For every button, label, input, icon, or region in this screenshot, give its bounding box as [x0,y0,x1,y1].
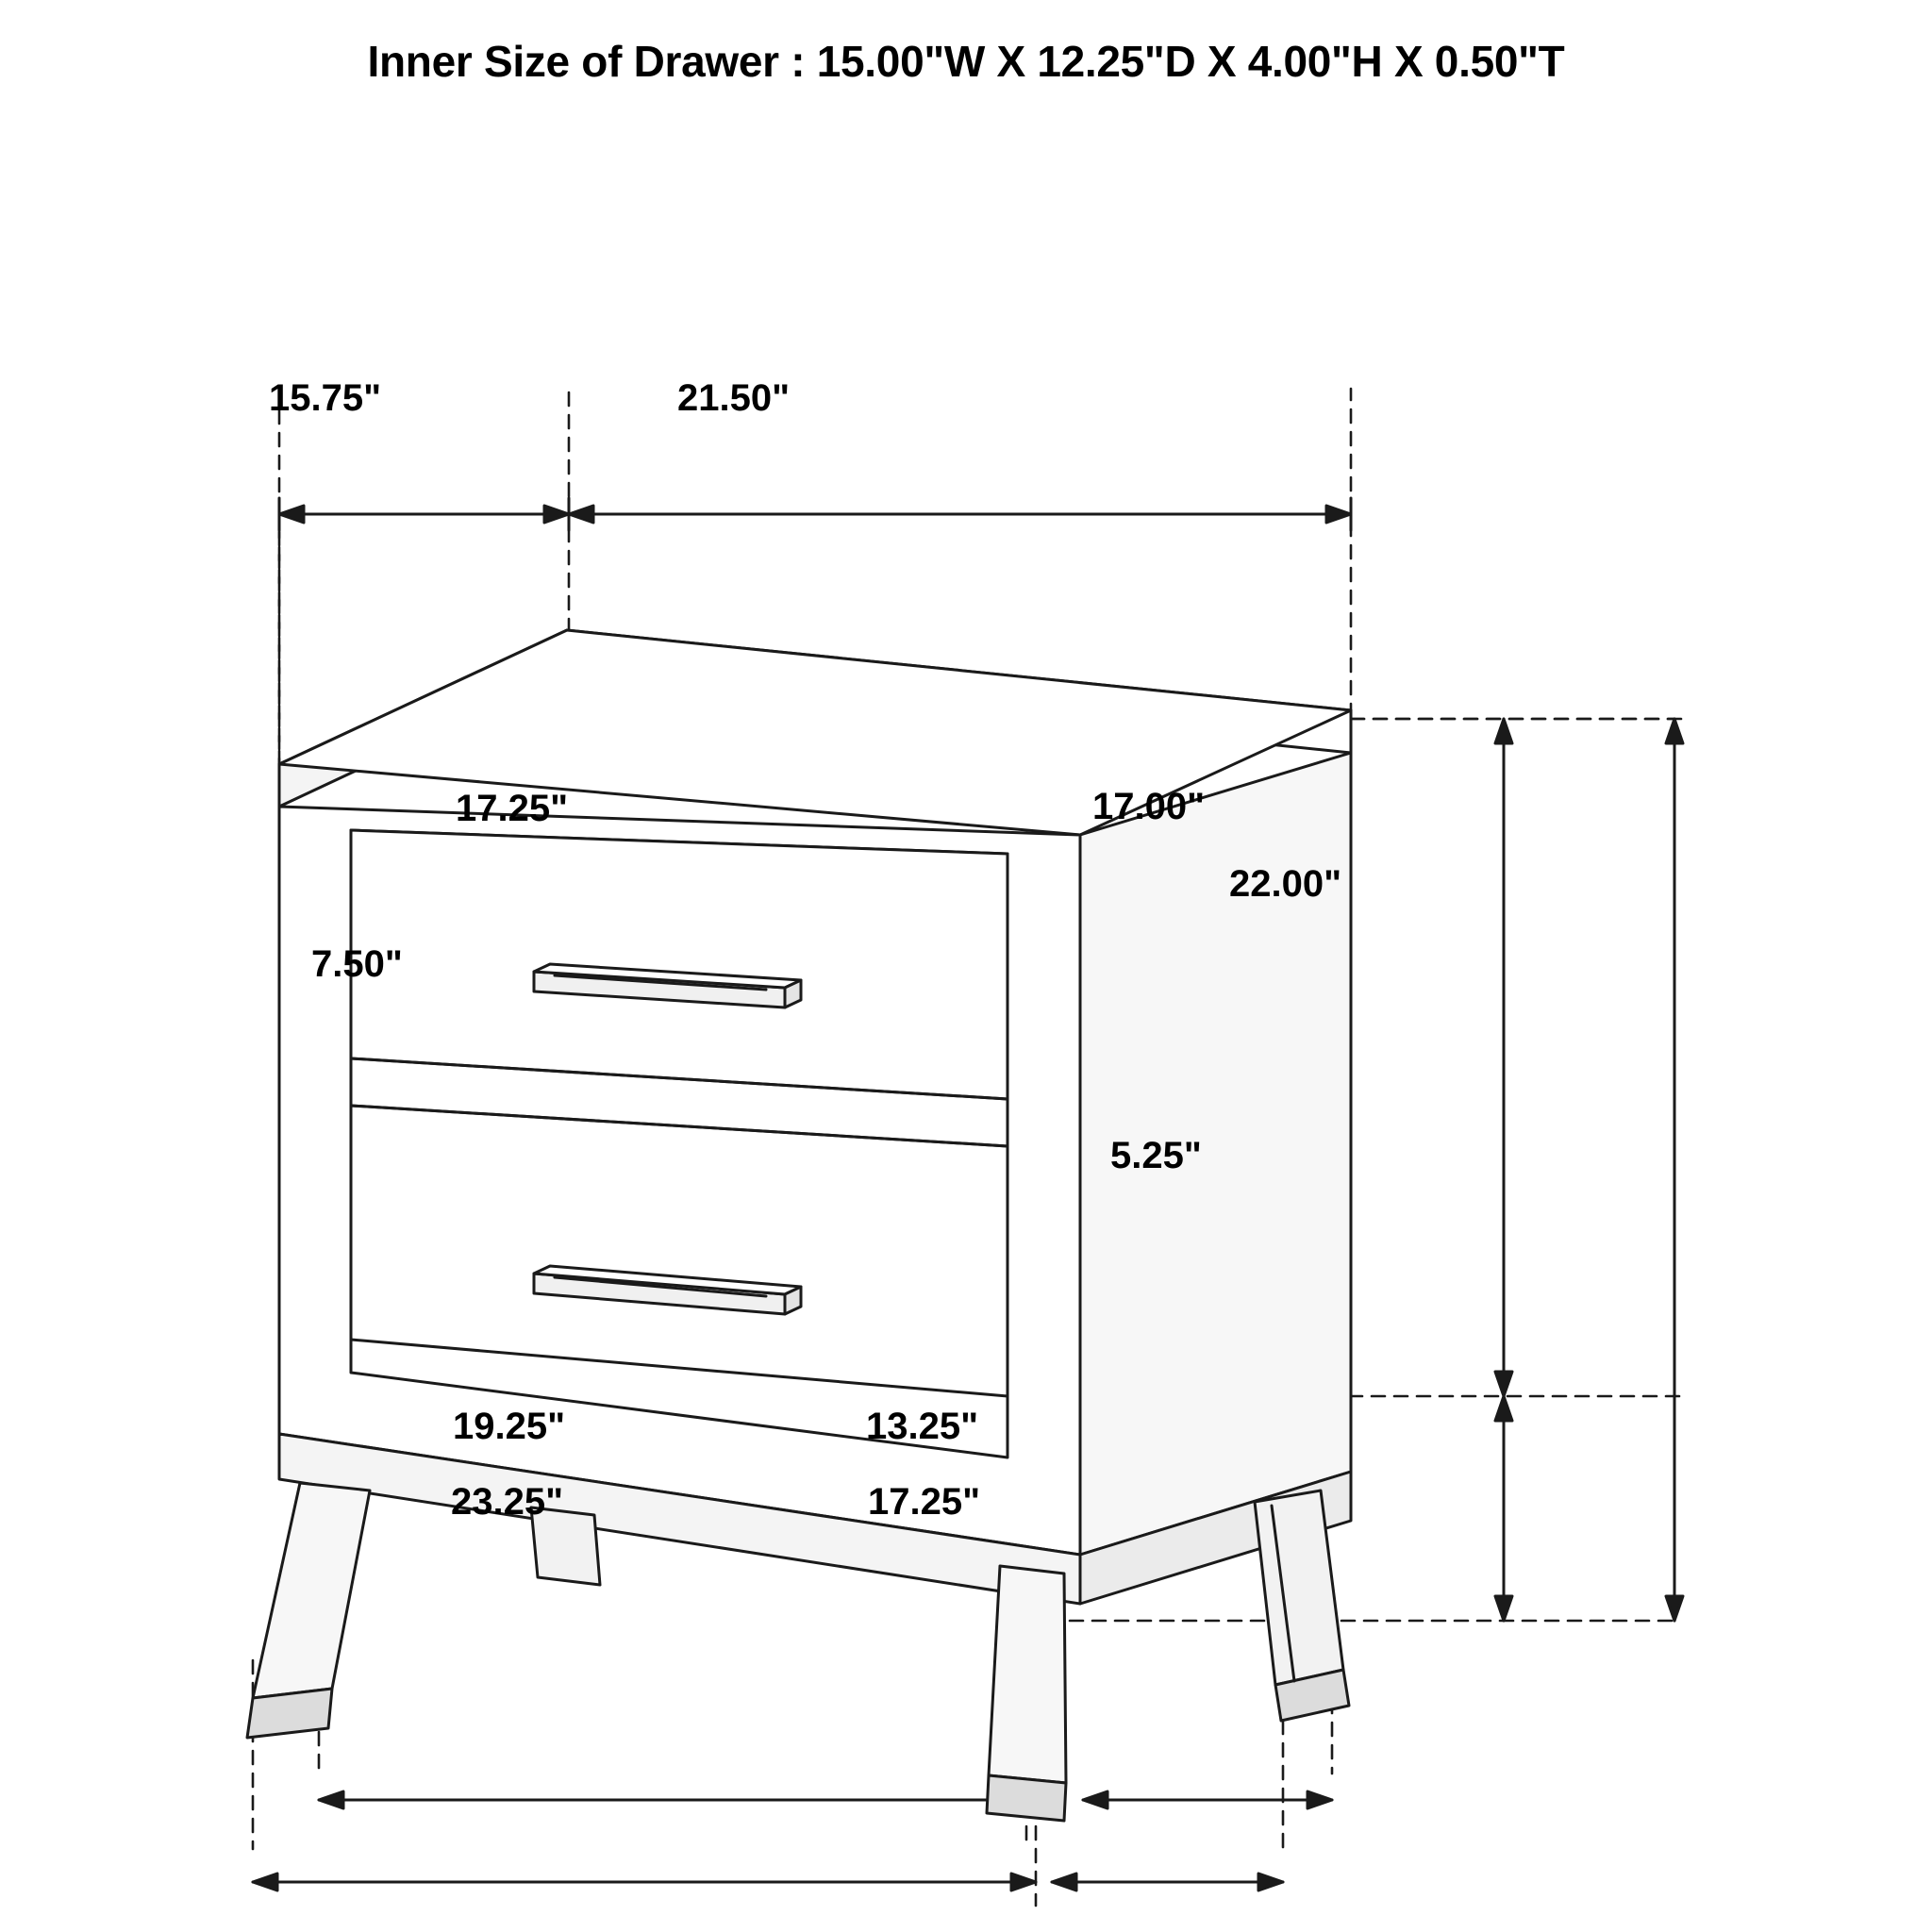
dim-label-overall-height: 22.00" [1229,863,1342,905]
leg-height-dimension [1495,1396,1512,1621]
dim-label-leg-height: 5.25" [1110,1135,1202,1176]
dim-label-overall-depth: 17.25" [868,1481,981,1523]
dim-label-overall-width: 23.25" [451,1481,564,1523]
overall-height-dimension [1666,719,1683,1621]
dim-label-drawer-width: 17.25" [456,788,569,829]
case-height-dimension [1495,719,1512,1396]
dim-label-top-width: 21.50" [677,377,791,419]
dim-label-case-height: 17.00" [1092,786,1206,827]
leg-front-right [987,1566,1066,1821]
dim-label-leg-span-front: 19.25" [453,1406,566,1447]
upper-drawer [351,830,1008,1099]
dim-label-leg-span-side: 13.25" [866,1406,979,1447]
dim-label-top-depth: 15.75" [269,377,382,419]
bottom-dimension-lines [253,1736,1332,1906]
top-dimension-line [279,498,1351,530]
dim-label-drawer-height: 7.50" [311,943,403,985]
page-title: Inner Size of Drawer : 15.00"W X 12.25"D X 4.00"H X 0.50"T [367,37,1565,86]
leg-front-left [247,1483,370,1738]
